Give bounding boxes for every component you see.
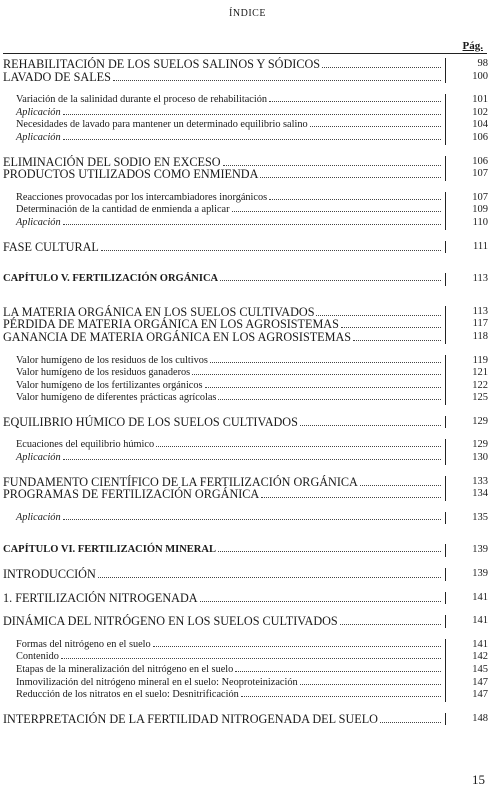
toc-entry-page: 141: [445, 639, 495, 652]
toc-entry-page: 102: [445, 107, 495, 120]
toc-entry-title: FASE CULTURAL: [3, 239, 99, 254]
toc-entry-title: Aplicación: [16, 131, 61, 143]
toc-entry-title: 1. FERTILIZACIÓN NITROGENADA: [3, 590, 198, 605]
toc-entry: [0, 664, 495, 677]
toc-entry-page: 106: [445, 156, 495, 169]
dot-leader: [235, 671, 441, 672]
dot-leader: [63, 519, 441, 520]
chapter-heading: [0, 273, 495, 286]
toc-entry: [0, 416, 495, 429]
toc-entry: [0, 380, 495, 393]
toc-entry-title: GANANCIA DE MATERIA ORGÁNICA EN LOS AGROSISTEMAS: [3, 329, 352, 344]
toc-entry-page: 109: [445, 204, 495, 217]
toc-entry-page: 122: [445, 380, 495, 393]
dot-leader: [232, 211, 441, 212]
toc-entry: [0, 452, 495, 465]
toc-entry: [0, 639, 495, 652]
toc-entry: [0, 367, 495, 380]
dot-leader: [192, 374, 441, 375]
dot-leader: [61, 658, 441, 659]
toc-entry-page: 113: [445, 306, 495, 319]
toc-entry-title: CAPÍTULO VI. FERTILIZACIÓN MINERAL: [3, 544, 216, 556]
dot-leader: [98, 577, 441, 578]
toc-entry: [0, 107, 495, 120]
dot-leader: [63, 139, 441, 140]
toc-entry: [0, 568, 495, 581]
chapter-heading: [0, 544, 495, 557]
toc-entry: [0, 217, 495, 230]
toc-entry: [0, 241, 495, 254]
toc-entry-title: Aplicación: [16, 216, 61, 228]
toc-entry-title: FUNDAMENTO CIENTÍFICO DE LA FERTILIZACIÓN ORGÁNICA: [3, 474, 358, 489]
toc-entry-page: 129: [445, 416, 495, 429]
toc-entry: [0, 331, 495, 344]
toc-entry: [0, 615, 495, 628]
dot-leader: [340, 624, 441, 625]
toc-entry-title: Formas del nitrógeno en el suelo: [16, 638, 151, 650]
toc-entry-page: 101: [445, 94, 495, 107]
page-number: 15: [472, 772, 485, 787]
toc-entry-title: Inmovilización del nitrógeno mineral en el suelo: Neoproteinización: [16, 676, 298, 688]
toc-entry: [0, 392, 495, 405]
page-column-label: Pág.: [462, 40, 483, 52]
dot-leader: [322, 67, 441, 68]
toc-entry-title: Contenido: [16, 651, 59, 663]
toc-entry-page: 98: [445, 58, 495, 71]
toc-entry-page: 125: [445, 392, 495, 405]
toc-entry-page: 135: [445, 512, 495, 525]
toc-entry-page: 100: [445, 71, 495, 84]
dot-leader: [220, 280, 441, 281]
toc-entry: [0, 94, 495, 107]
toc-entry-title: CAPÍTULO V. FERTILIZACIÓN ORGÁNICA: [3, 273, 219, 285]
toc-entry-page: 110: [445, 217, 495, 230]
toc-entry: [0, 488, 495, 501]
toc-entry-page: 106: [445, 132, 495, 145]
dot-leader: [241, 696, 441, 697]
dot-leader: [300, 425, 441, 426]
toc-entry-page: 117: [445, 318, 495, 331]
toc-entry-title: Reducción de los nitratos en el suelo: Desnitrificación: [16, 689, 239, 701]
dot-leader: [156, 446, 441, 447]
toc-entry: [0, 439, 495, 452]
toc-entry-page: 148: [445, 713, 495, 726]
toc-entry-page: 134: [445, 488, 495, 501]
toc-entry: [0, 192, 495, 205]
toc-entry-title: PRODUCTOS UTILIZADOS COMO ENMIENDA: [3, 167, 259, 182]
dot-leader: [223, 165, 441, 166]
toc-entry-title: Valor humígeno de los residuos ganaderos: [16, 367, 191, 379]
toc-entry: [0, 592, 495, 605]
toc-entry-page: 107: [445, 192, 495, 205]
toc-entry-page: 121: [445, 367, 495, 380]
toc-entry: [0, 58, 495, 71]
dot-leader: [63, 459, 441, 460]
dot-leader: [218, 551, 441, 552]
dot-leader: [101, 250, 441, 251]
page-header: ÍNDICE: [229, 8, 266, 19]
toc-entry-page: 139: [445, 568, 495, 581]
dot-leader: [316, 315, 441, 316]
dot-leader: [360, 485, 441, 486]
toc-entry-title: PÉRDIDA DE MATERIA ORGÁNICA EN LOS AGROSISTEMAS: [3, 317, 339, 332]
toc-entry-page: 118: [445, 331, 495, 344]
dot-leader: [113, 80, 441, 81]
toc-entry: [0, 204, 495, 217]
toc-entry-title: Ecuaciones del equilibrio húmico: [16, 439, 155, 451]
toc-entry-page: 147: [445, 677, 495, 690]
toc-entry: [0, 355, 495, 368]
dot-leader: [260, 177, 441, 178]
toc-entry: [0, 512, 495, 525]
toc-entry-title: Reacciones provocadas por los intercambiadores inorgánicos: [16, 191, 268, 203]
toc-entry-page: 142: [445, 651, 495, 664]
toc-entry-page: 111: [445, 241, 495, 254]
toc-entry-page: 129: [445, 439, 495, 452]
dot-leader: [310, 126, 441, 127]
toc-entry-title: Valor humígeno de diferentes prácticas agrícolas: [16, 392, 217, 404]
dot-leader: [210, 362, 441, 363]
toc-entry-page: 130: [445, 452, 495, 465]
toc-entry-title: LA MATERIA ORGÁNICA EN LOS SUELOS CULTIVADOS: [3, 304, 315, 319]
toc-entry: [0, 713, 495, 726]
dot-leader: [261, 497, 441, 498]
toc-entry-title: Determinación de la cantidad de enmienda a aplicar: [16, 204, 230, 216]
toc-entry: [0, 677, 495, 690]
toc-entry-page: 139: [445, 544, 495, 557]
toc-entry: [0, 689, 495, 702]
dot-leader: [341, 327, 441, 328]
dot-leader: [63, 114, 441, 115]
toc-entry-page: 141: [445, 615, 495, 628]
dot-leader: [200, 601, 441, 602]
toc-entry-title: Variación de la salinidad durante el proceso de rehabilitación: [16, 94, 268, 106]
toc-entry-page: 133: [445, 476, 495, 489]
toc-entry-page: 104: [445, 119, 495, 132]
toc-entry-title: INTRODUCCIÓN: [3, 567, 96, 582]
toc-entry-title: Necesidades de lavado para mantener un determinado equilibrio salino: [16, 119, 308, 131]
toc-entry-title: Etapas de la mineralización del nitrógeno en el suelo: [16, 664, 234, 675]
dot-leader: [153, 646, 441, 647]
dot-leader: [269, 199, 441, 200]
toc-entry-page: 141: [445, 592, 495, 605]
toc-entry-page: 113: [445, 273, 495, 286]
toc-entry-title: EQUILIBRIO HÚMICO DE LOS SUELOS CULTIVADOS: [3, 414, 298, 429]
toc-entry-title: Aplicación: [16, 452, 61, 464]
toc-entry-title: LAVADO DE SALES: [3, 69, 111, 84]
toc-entry: [0, 71, 495, 84]
toc-entry-title: Valor humígeno de los residuos de los cultivos: [16, 354, 208, 366]
toc-entry-page: 107: [445, 168, 495, 181]
toc-entry-title: DINÁMICA DEL NITRÓGENO EN LOS SUELOS CULTIVADOS: [3, 614, 338, 629]
table-of-contents: [0, 58, 495, 725]
toc-entry: [0, 168, 495, 181]
toc-entry: [0, 132, 495, 145]
toc-entry: [0, 119, 495, 132]
toc-entry-title: INTERPRETACIÓN DE LA FERTILIDAD NITROGENADA DEL SUELO: [3, 711, 378, 726]
toc-entry-title: Aplicación: [16, 106, 61, 118]
dot-leader: [300, 684, 441, 685]
dot-leader: [218, 399, 441, 400]
toc-entry: [0, 651, 495, 664]
dot-leader: [205, 387, 441, 388]
header-rule: [3, 53, 487, 54]
dot-leader: [353, 340, 441, 341]
toc-entry-title: Aplicación: [16, 511, 61, 523]
toc-entry-title: Valor humígeno de los fertilizantes orgánicos: [16, 379, 203, 391]
dot-leader: [63, 224, 441, 225]
toc-entry-page: 145: [445, 664, 495, 677]
dot-leader: [380, 722, 441, 723]
toc-entry-page: 119: [445, 355, 495, 368]
toc-entry-title: ELIMINACIÓN DEL SODIO EN EXCESO: [3, 154, 221, 169]
toc-entry-title: PROGRAMAS DE FERTILIZACIÓN ORGÁNICA: [3, 487, 260, 502]
toc-entry-page: 147: [445, 689, 495, 702]
dot-leader: [269, 101, 441, 102]
toc-entry-title: REHABILITACIÓN DE LOS SUELOS SALINOS Y SÓDICOS: [3, 57, 321, 71]
